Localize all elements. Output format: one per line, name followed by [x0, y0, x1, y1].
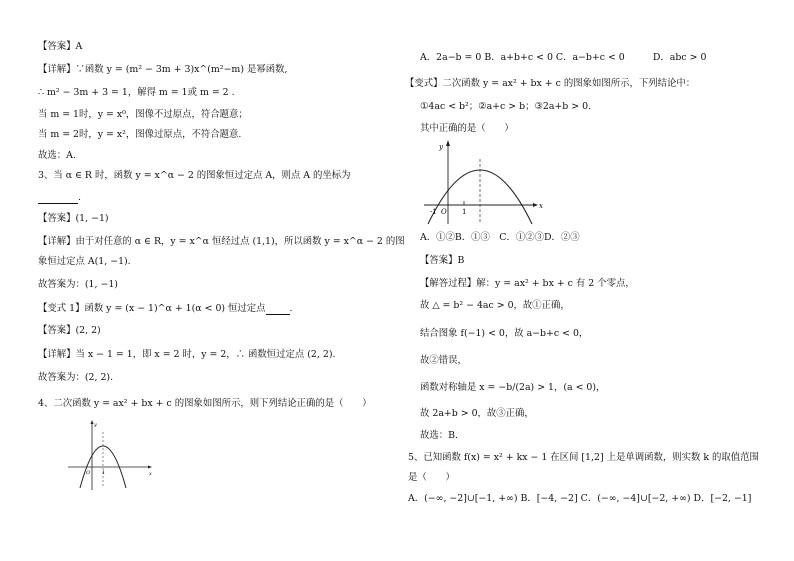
options-q4: A．2a−b = 0 B．a+b+c < 0 C．a−b+c < 0 D．abc > 0: [420, 52, 707, 63]
answer-label-4: 【答案】B: [420, 255, 465, 266]
detail-line-3: 当 m = 1时，y = x⁰，图像不过原点，符合题意；: [38, 109, 248, 120]
solution-line-4: 故②错误，: [420, 355, 467, 366]
variant-1: 【变式 1】函数 y = (x − 1)^α + 1(α < 0) 恒过定点 .: [38, 303, 293, 314]
solution-line-1: 【解答过程】解：y = ax² + bx + c 有 2 个零点，: [420, 278, 635, 289]
answer-summary-1: 故答案为：(1, −1): [38, 279, 118, 290]
x-axis-arrow: [148, 466, 152, 469]
question-5: 5、已知函数 f(x) = x² + kx − 1 在区间 [1,2] 上是单调函数，则实数 k 的取值范围: [408, 452, 759, 463]
question-5-cont: 是（ ）: [408, 472, 455, 483]
origin-label: O: [441, 208, 447, 216]
detail-line-7: 【详解】当 x − 1 = 1，即 x = 2 时，y = 2，∴ 函数恒过定点 (2, 2).: [38, 349, 336, 360]
x-axis-arrow: [533, 203, 538, 207]
answer-label-2: 【答案】(1, −1): [38, 213, 109, 224]
y-axis-label: y: [94, 422, 97, 428]
options-q5: A．(−∞, −2]∪[−1, +∞) B．[−4, −2] C．(−∞, −4]∪[−2, +∞) D．[−2, −1]: [408, 493, 752, 504]
question-4: 4、二次函数 y = ax² + bx + c 的图象如图所示，则下列结论正确的是（ ）: [38, 398, 372, 409]
options-variant: A．①②B．①③ C．①②③D．②③: [420, 232, 580, 243]
detail-line-2: ∴ m² − 3m + 3 = 1，解得 m = 1或 m = 2 .: [38, 87, 235, 98]
small-parabola-graph: [62, 418, 154, 492]
large-parabola-graph: [418, 138, 546, 226]
question-3: 3、当 α ∈ R 时，函数 y = x^α − 2 的图象恒过定点 A，则点 A 的坐标为: [38, 170, 351, 181]
answer-summary-2: 故答案为：(2, 2).: [38, 372, 114, 383]
solution-line-5: 函数对称轴是 x = −b/(2a) > 1，(a < 0)，: [420, 382, 606, 393]
detail-line-1: 【详解】∵函数 y = (m² − 3m + 3)x^(m²−m) 是幂函数,: [38, 64, 288, 75]
tick-1-label: 1: [462, 208, 467, 216]
origin-label: O: [86, 470, 91, 476]
y-axis-arrow: [446, 140, 450, 146]
solution-line-3: 结合图象 f(−1) < 0，故 a−b+c < 0，: [420, 328, 589, 339]
question-3-blank: .: [38, 192, 81, 204]
choose-line-2: 故选：B.: [420, 430, 458, 441]
detail-line-5: 【详解】由于对任意的 α ∈ R，y = x^α 恒经过点 (1,1)，所以函数 y = x^α − 2 的图: [38, 236, 405, 247]
solution-line-2: 故 △ = b² − 4ac > 0，故①正确，: [420, 300, 570, 311]
answer-blank: [38, 194, 78, 204]
tick-label: 1: [102, 470, 106, 476]
tick-neg-1-label: -1: [430, 208, 437, 216]
variant-question: 【变式】二次函数 y = ax² + bx + c 的图象如图所示，下列结论中：: [405, 78, 696, 89]
x-axis-label: x: [149, 471, 152, 477]
detail-line-6: 象恒过定点 A(1, −1).: [38, 256, 131, 267]
solution-line-6: 故 2a+b > 0，故③正确，: [420, 408, 534, 419]
choose-line-1: 故选：A.: [38, 150, 76, 161]
answer-label-1: 【答案】A: [38, 41, 83, 52]
x-axis-label: x: [539, 202, 543, 210]
y-axis-label: y: [439, 143, 443, 151]
detail-line-4: 当 m = 2时，y = x²，图像过原点，不符合题意.: [38, 129, 242, 140]
answer-label-3: 【答案】(2, 2): [38, 325, 101, 336]
variant-blank: [266, 305, 290, 315]
variant-prompt: 其中正确的是（ ）: [420, 123, 514, 134]
variant-statements: ①4ac < b²；②a+c > b；③2a+b > 0.: [420, 101, 592, 112]
